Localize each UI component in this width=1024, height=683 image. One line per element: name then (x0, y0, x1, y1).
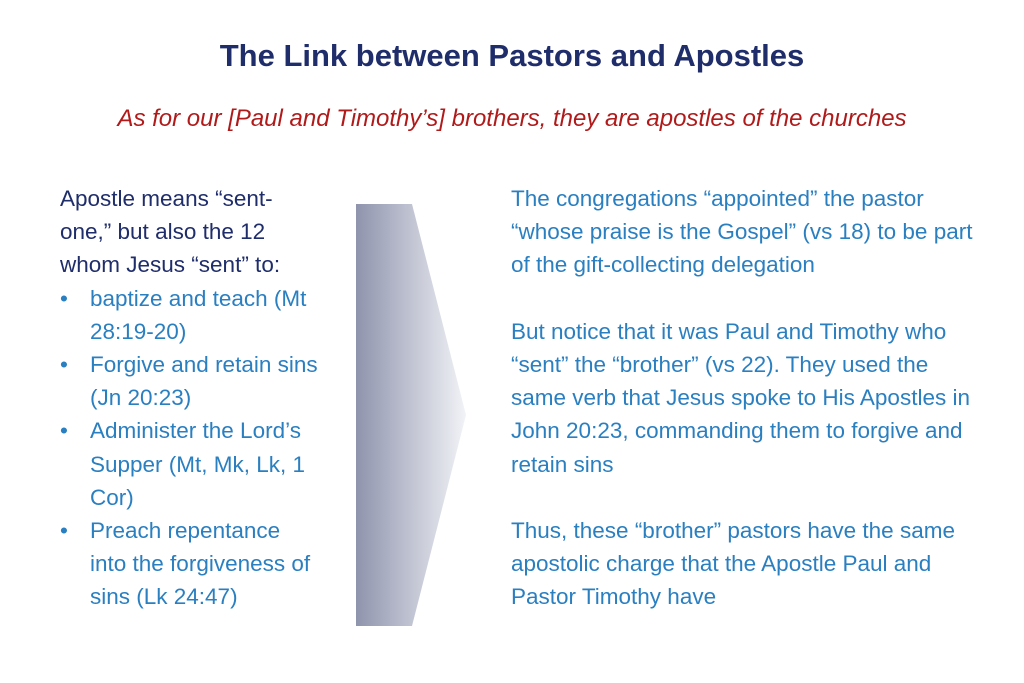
list-item (60, 514, 320, 614)
bullet-dot-icon: • (60, 352, 68, 378)
bullet-dot-icon: • (60, 518, 68, 544)
list-item-text: Forgive and retain sins (Jn 20:23) (90, 352, 318, 411)
page-subtitle: As for our [Paul and Timothy’s] brothers, they are apostles of the churches (117, 105, 907, 132)
list-item (60, 414, 320, 514)
list-item-text: baptize and teach (Mt 28:19-20) (90, 285, 307, 344)
list-item (60, 282, 320, 348)
list-item-text: Administer the Lord’s Supper (Mt, Mk, Lk, 1 Cor) (90, 418, 306, 510)
left-column (60, 182, 320, 614)
right-paragraph-appointed: The congregations “appointed” the pastor “whose praise is the Gospel” (vs 18) to be part of the gift-collecting delegation (511, 186, 973, 278)
chevron-arrow-icon (356, 204, 468, 626)
list-item (60, 348, 320, 414)
right-paragraph-sent: But notice that it was Paul and Timothy who “sent” the “brother” (vs 22). They used the same verb that Jesus spoke to His Apostles in John 20:23, commanding them to forgive and retain sins (511, 318, 970, 477)
right-paragraph-conclusion: Thus, these “brother” pastors have the same apostolic charge that the Apostle Paul and Pastor Timothy have (511, 518, 955, 610)
page-title: The Link between Pastors and Apostles (219, 38, 805, 73)
right-column (511, 182, 981, 647)
list-item-text: Preach repentance into the forgiveness of sins (Lk 24:47) (90, 518, 311, 610)
bullet-dot-icon: • (60, 285, 68, 311)
bullet-dot-icon: • (60, 418, 68, 444)
left-intro: Apostle means “sent-one,” but also the 12 whom Jesus “sent” to: (60, 186, 281, 278)
bullet-list (60, 282, 320, 614)
